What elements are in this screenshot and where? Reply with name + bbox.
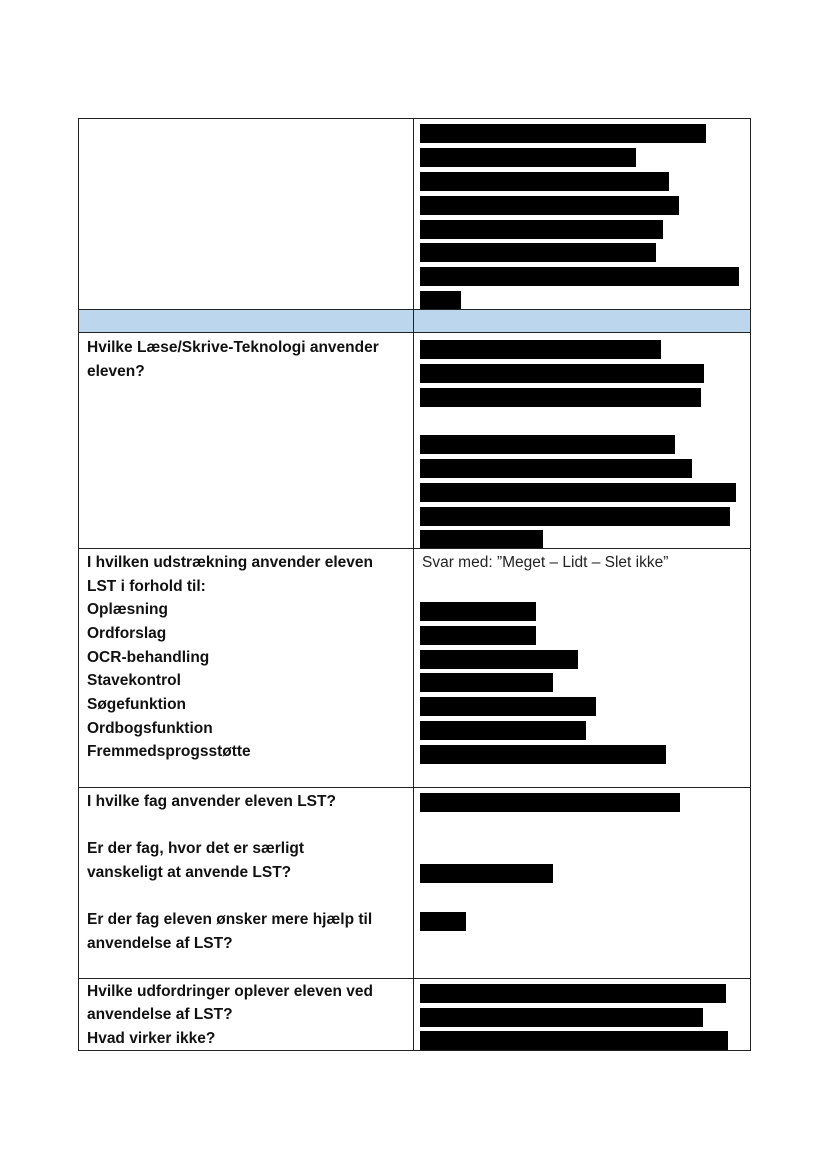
redaction-bar: [420, 483, 736, 502]
feature-label-fremmedsprog: Fremmedsprogsstøtte: [87, 743, 251, 760]
redaction-bar: [420, 267, 739, 286]
question-cell: [79, 788, 414, 978]
table-row: [79, 332, 750, 548]
redaction-bar: [420, 1008, 703, 1027]
feature-label-oplaesning: Oplæsning: [87, 601, 168, 618]
redaction-bar: [420, 459, 692, 478]
feature-label-soegefunktion: Søgefunktion: [87, 696, 187, 713]
question-text: LST i forhold til:: [87, 578, 206, 595]
redaction-bar: [420, 388, 701, 407]
redaction-bar: [420, 650, 578, 669]
question-cell: [79, 119, 414, 309]
redaction-bar: [420, 172, 669, 191]
question-cell: [79, 333, 414, 548]
answer-cell: [414, 979, 750, 1050]
redaction-bar: [420, 291, 461, 310]
question-text: Hvilke Læse/Skrive-Teknologi anvender: [87, 339, 379, 356]
lst-table: [78, 118, 751, 1051]
redaction-bar: [420, 530, 543, 549]
redaction-bar: [420, 1031, 728, 1050]
redaction-bar: [420, 148, 636, 167]
redaction-bar: [420, 507, 730, 526]
redaction-bar: [420, 793, 680, 812]
table-row: [79, 787, 750, 978]
question-text: Hvad virker ikke?: [87, 1030, 216, 1047]
question-text: Hvilke udfordringer oplever eleven ved: [87, 983, 373, 1000]
redaction-bar: [420, 602, 536, 621]
question-text: I hvilke fag anvender eleven LST?: [87, 793, 336, 810]
redaction-bar: [420, 697, 596, 716]
feature-label-stavekontrol: Stavekontrol: [87, 672, 181, 689]
redaction-bar: [420, 364, 704, 383]
question-cell: [79, 549, 414, 787]
question-text: eleven?: [87, 363, 145, 380]
section-divider-row: [79, 309, 750, 332]
feature-label-ocr: OCR-behandling: [87, 649, 210, 666]
redaction-bar: [420, 984, 726, 1003]
redaction-bar: [420, 340, 661, 359]
redaction-bar: [420, 673, 553, 692]
divider-cell-left: [79, 310, 414, 332]
question-cell: [79, 979, 414, 1050]
answer-cell: [414, 119, 750, 309]
answer-cell: [414, 333, 750, 548]
redaction-bar: [420, 220, 663, 239]
question-text: Er der fag, hvor det er særligt: [87, 840, 305, 857]
question-text: I hvilken udstrækning anvender eleven: [87, 554, 373, 571]
answer-hint: Svar med: ”Meget – Lidt – Slet ikke”: [422, 554, 669, 571]
answer-cell: [414, 549, 750, 787]
feature-label-ordforslag: Ordforslag: [87, 625, 167, 642]
redaction-bar: [420, 626, 536, 645]
redaction-bar: [420, 745, 666, 764]
redaction-bar: [420, 864, 553, 883]
table-row: [79, 548, 750, 787]
table-row: [79, 978, 750, 1050]
redaction-bar: [420, 196, 679, 215]
question-text: anvendelse af LST?: [87, 1006, 233, 1023]
redaction-bar: [420, 243, 656, 262]
redaction-bar: [420, 721, 586, 740]
redaction-bar: [420, 124, 706, 143]
redaction-bar: [420, 912, 466, 931]
question-text: vanskeligt at anvende LST?: [87, 864, 292, 881]
feature-label-ordbogsfunktion: Ordbogsfunktion: [87, 720, 213, 737]
divider-cell-right: [414, 310, 750, 332]
question-text: anvendelse af LST?: [87, 935, 233, 952]
table-row: [79, 119, 750, 309]
answer-cell: [414, 788, 750, 978]
redaction-bar: [420, 435, 675, 454]
question-text: Er der fag eleven ønsker mere hjælp til: [87, 911, 373, 928]
